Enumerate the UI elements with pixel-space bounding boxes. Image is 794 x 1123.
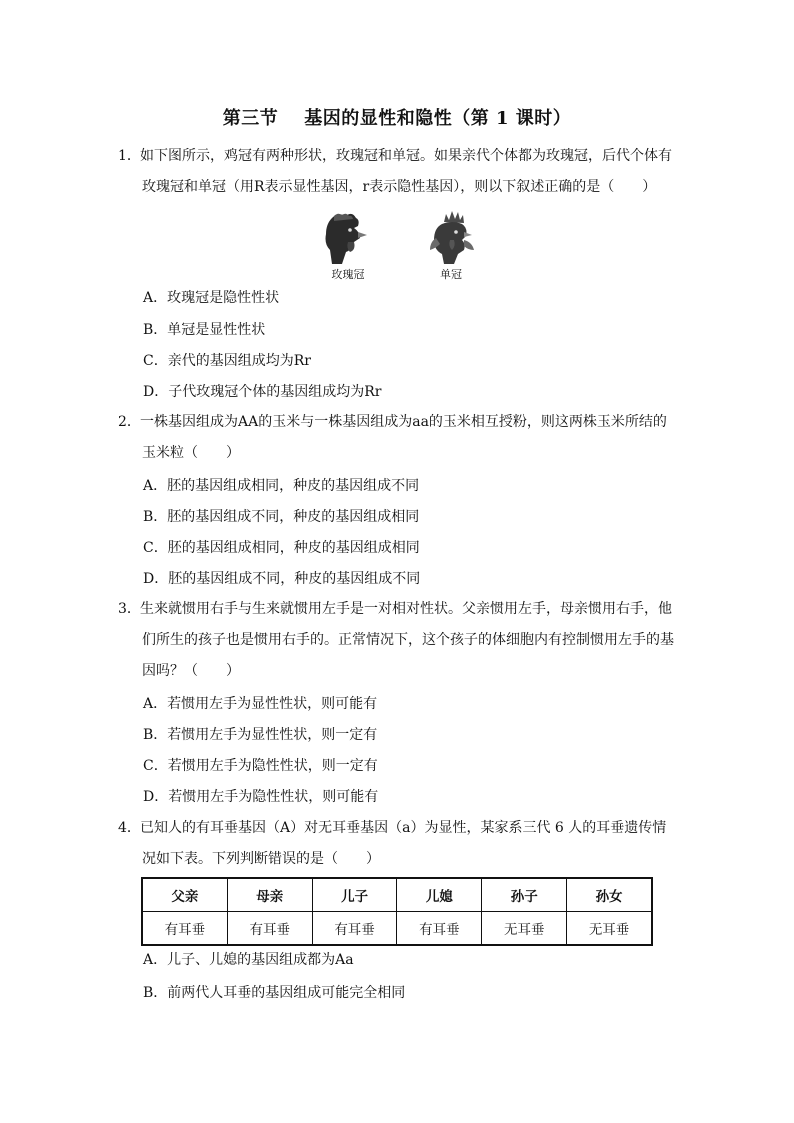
option-a: A．儿子、儿媳的基因组成都为Aa xyxy=(143,952,354,968)
question-4 xyxy=(118,813,678,875)
question-text: 们所生的孩子也是惯用右手的。正常情况下，这个孩子的体细胞内有控制惯用左手的基 xyxy=(142,632,674,648)
table-cell: 有耳垂 xyxy=(397,912,482,946)
question-2 xyxy=(118,407,678,469)
question-text: 已知人的有耳垂基因（A）对无耳垂基因（a）为显性，某家系三代 6 人的耳垂遗传情 xyxy=(140,820,667,836)
table-header-row xyxy=(142,878,652,912)
option-b: B．若惯用左手为显性性状，则一定有 xyxy=(143,727,378,743)
option-b: B．胚的基因组成不同，种皮的基因组成相同 xyxy=(143,509,420,525)
rooster-single-comb-icon xyxy=(424,208,480,264)
option-c: C．亲代的基因组成均为Rr xyxy=(143,353,311,369)
question-text: 玫瑰冠和单冠（用R表示显性基因，r表示隐性基因），则以下叙述正确的是（ ） xyxy=(142,179,657,195)
option-c: C．胚的基因组成相同，种皮的基因组成相同 xyxy=(143,540,420,556)
option-a: A．若惯用左手为显性性状，则可能有 xyxy=(143,696,378,712)
section-number: 第三节 xyxy=(222,108,279,129)
table-cell: 有耳垂 xyxy=(227,912,312,946)
option-c: C．若惯用左手为隐性性状，则一定有 xyxy=(143,758,378,774)
question-text: 因吗？（ ） xyxy=(142,663,240,679)
option-d: D．子代玫瑰冠个体的基因组成均为Rr xyxy=(143,384,382,400)
table-cell: 无耳垂 xyxy=(482,912,567,946)
page-title xyxy=(0,104,794,130)
question-text: 如下图所示，鸡冠有两种形状，玫瑰冠和单冠。如果亲代个体都为玫瑰冠，后代个体有 xyxy=(140,148,672,164)
option-a: A．玫瑰冠是隐性性状 xyxy=(143,290,280,306)
table-header-cell: 儿子 xyxy=(312,878,397,912)
question-number: 1． xyxy=(118,148,141,164)
option-d: D．胚的基因组成不同，种皮的基因组成不同 xyxy=(143,571,421,587)
table-cell: 有耳垂 xyxy=(312,912,397,946)
figure-caption-single-comb: 单冠 xyxy=(440,268,462,281)
figure-caption-rose-comb: 玫瑰冠 xyxy=(331,268,365,281)
question-text: 一株基因组成为AA的玉米与一株基因组成为aa的玉米相互授粉，则这两株玉米所结的 xyxy=(140,414,667,430)
table-header-cell: 父亲 xyxy=(142,878,227,912)
ear-lobe-table xyxy=(141,877,653,946)
question-number: 2． xyxy=(118,414,141,430)
table-header-cell: 孙女 xyxy=(567,878,652,912)
table-header-cell: 母亲 xyxy=(227,878,312,912)
question-number: 4． xyxy=(118,820,141,836)
option-a: A．胚的基因组成相同，种皮的基因组成不同 xyxy=(143,478,420,494)
question-1 xyxy=(118,141,678,203)
option-b: B．前两代人耳垂的基因组成可能完全相同 xyxy=(143,985,406,1001)
table-cell: 有耳垂 xyxy=(142,912,227,946)
table-cell: 无耳垂 xyxy=(567,912,652,946)
table-row xyxy=(142,912,652,946)
question-3 xyxy=(118,594,678,687)
question-text: 生来就惯用右手与生来就惯用左手是一对相对性状。父亲惯用左手，母亲惯用右手，他 xyxy=(140,601,672,617)
section-title: 基因的显性和隐性（第 1 课时） xyxy=(304,108,572,129)
rooster-figure xyxy=(320,208,480,280)
option-b: B．单冠是显性性状 xyxy=(143,322,266,338)
rooster-rose-comb-icon xyxy=(320,208,376,264)
option-d: D．若惯用左手为隐性性状，则可能有 xyxy=(143,789,379,805)
question-text: 玉米粒（ ） xyxy=(142,445,240,461)
question-number: 3． xyxy=(118,601,141,617)
question-text: 况如下表。下列判断错误的是（ ） xyxy=(142,851,380,867)
table-header-cell: 儿媳 xyxy=(397,878,482,912)
table-header-cell: 孙子 xyxy=(482,878,567,912)
